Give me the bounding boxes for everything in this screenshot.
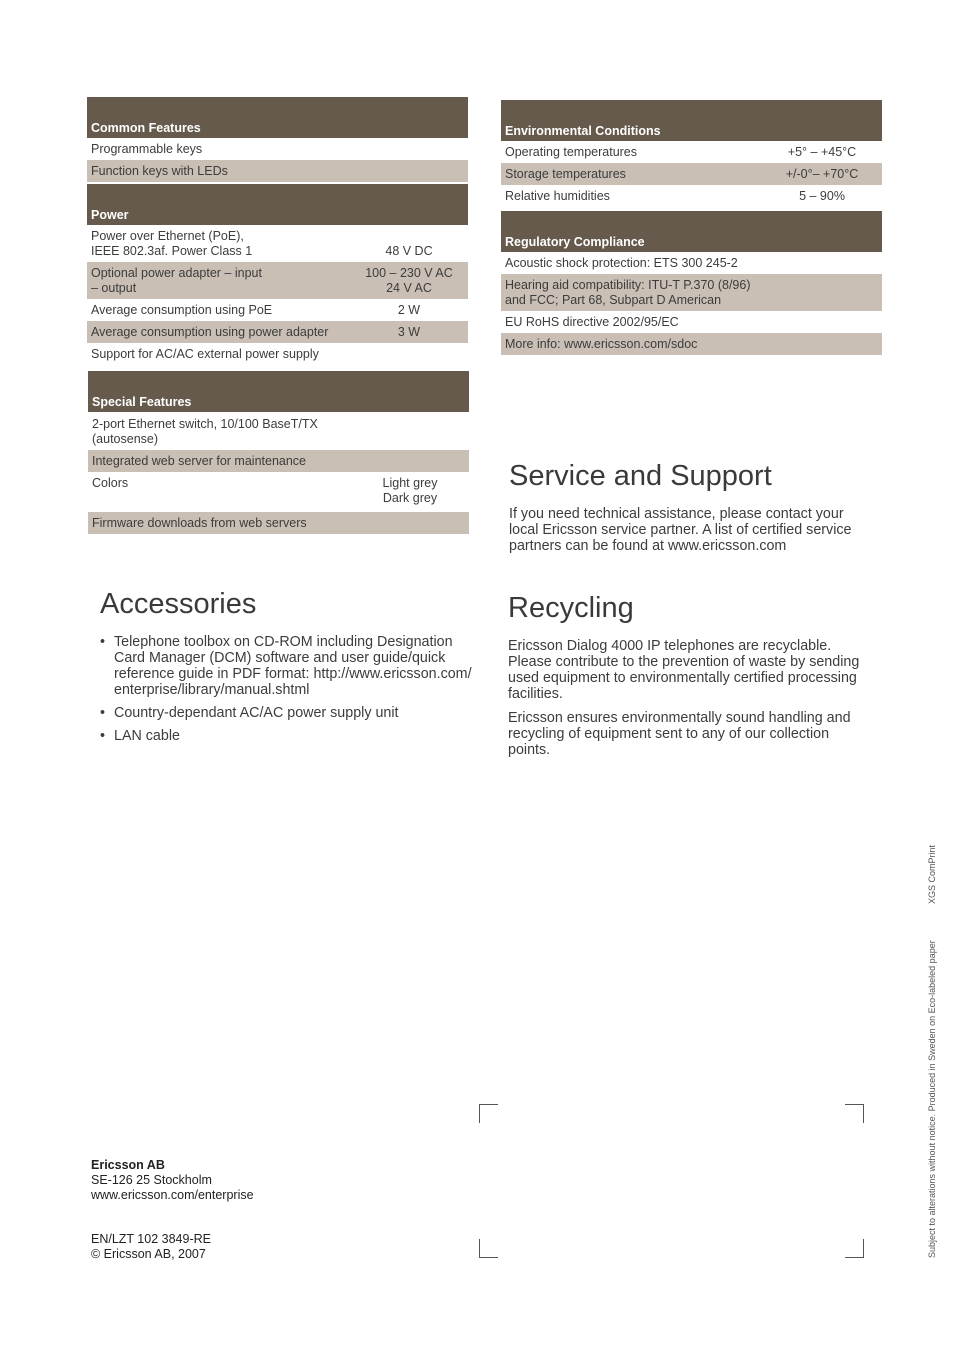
table-row [88, 512, 469, 534]
row-value: 48 V DC [385, 244, 433, 258]
company-street: SE-126 25 Stockholm [91, 1173, 212, 1187]
accessories-title: Accessories [100, 588, 257, 620]
copyright: © Ericsson AB, 2007 [91, 1247, 206, 1261]
row-label: Optional power adapter – input – output [91, 266, 262, 295]
row-label: Support for AC/AC external power supply [91, 347, 319, 361]
row-label: Integrated web server for maintenance [92, 454, 307, 468]
environmental-table [501, 100, 882, 207]
table-row [88, 472, 469, 512]
row-label: Power over Ethernet (PoE), IEEE 802.3af. Power Class 1 [91, 229, 253, 258]
table-row [87, 321, 468, 343]
accessories-list [100, 634, 475, 751]
crop-mark-top-right [845, 1104, 864, 1123]
table-row [87, 299, 468, 321]
regulatory-header: Regulatory Compliance [501, 211, 882, 252]
table-row [501, 163, 882, 185]
row-label: Programmable keys [91, 142, 203, 156]
table-row [501, 252, 882, 274]
row-label: More info: www.ericsson.com/sdoc [505, 337, 698, 351]
regulatory-table [501, 211, 882, 355]
list-item-text: LAN cable [114, 728, 180, 744]
recycling-title: Recycling [508, 592, 634, 624]
service-text: If you need technical assistance, please contact your local Ericsson service partner. A list of certified service partners can be found at www.ericsson.com [509, 506, 852, 554]
recycling-para-1: Ericsson Dialog 4000 IP telephones are recyclable. Please contribute to the prevention of waste by sending used equipment to environmentally certified processing facilities. [508, 638, 860, 702]
row-value: +/-0°– +70°C [785, 167, 859, 181]
table-row [87, 225, 468, 262]
row-label: Storage temperatures [505, 167, 626, 181]
row-value: 5 – 90% [799, 189, 845, 203]
power-table [87, 184, 468, 365]
bullet-icon: • [100, 634, 106, 650]
table-row [87, 138, 468, 160]
row-value: 2 W [397, 303, 421, 317]
common-features-table [87, 97, 468, 182]
company-web: www.ericsson.com/enterprise [91, 1188, 254, 1202]
row-label: 2-port Ethernet switch, 10/100 BaseT/TX (autosense) [92, 417, 318, 446]
table-row [87, 262, 468, 299]
list-item [100, 634, 475, 698]
document-number: EN/LZT 102 3849-RE [91, 1232, 211, 1246]
environmental-header: Environmental Conditions [501, 100, 882, 141]
row-value: +5° – +45°C [787, 145, 857, 159]
row-label: Operating temperatures [505, 145, 638, 159]
row-value: 100 – 230 V AC 24 V AC [365, 266, 453, 295]
row-label: Colors [92, 476, 129, 490]
row-label: Function keys with LEDs [91, 164, 228, 178]
common-features-header: Common Features [87, 97, 468, 138]
row-label: EU RoHS directive 2002/95/EC [505, 315, 679, 329]
table-row [87, 160, 468, 182]
table-row [501, 311, 882, 333]
special-features-header: Special Features [88, 371, 469, 412]
table-row [501, 333, 882, 355]
special-features-table [88, 371, 469, 534]
legal-note: Subject to alterations without notice. Produced in Sweden on Eco-labeled paper [927, 940, 937, 1258]
crop-mark-top-left [479, 1104, 498, 1123]
recycling-para-2: Ericsson ensures environmentally sound handling and recycling of equipment sent to any of our collection points. [508, 710, 851, 758]
table-row [501, 185, 882, 207]
company-address [91, 1158, 254, 1203]
table-row [88, 412, 469, 450]
crop-mark-bottom-left [479, 1239, 498, 1258]
row-label: Hearing aid compatibility: ITU-T P.370 (8/96) and FCC; Part 68, Subpart D American [505, 278, 751, 307]
service-title: Service and Support [509, 460, 772, 492]
row-label: Relative humidities [505, 189, 610, 203]
table-row [87, 343, 468, 365]
list-item [100, 728, 475, 744]
document-info [91, 1232, 211, 1262]
bullet-icon: • [100, 705, 106, 721]
bullet-icon: • [100, 728, 106, 744]
table-row [501, 141, 882, 163]
power-header: Power [87, 184, 468, 225]
row-label: Acoustic shock protection: ETS 300 245-2 [505, 256, 738, 270]
list-item-text: Country-dependant AC/AC power supply unit [114, 705, 399, 721]
printer-note: XGS ComPrint [927, 844, 937, 904]
row-label: Average consumption using power adapter [91, 325, 329, 339]
row-value: Light grey Dark grey [382, 476, 438, 505]
crop-mark-bottom-right [845, 1239, 864, 1258]
row-label: Firmware downloads from web servers [92, 516, 307, 530]
company-name: Ericsson AB [91, 1158, 165, 1172]
list-item [100, 705, 475, 721]
table-row [88, 450, 469, 472]
row-value: 3 W [397, 325, 421, 339]
table-row [501, 274, 882, 311]
list-item-text: Telephone toolbox on CD-ROM including Designation Card Manager (DCM) software and user guide/quick reference guide in PDF format: http://www.ericsson.com/ enterprise/library/manual.shtml [114, 634, 472, 698]
row-label: Average consumption using PoE [91, 303, 273, 317]
